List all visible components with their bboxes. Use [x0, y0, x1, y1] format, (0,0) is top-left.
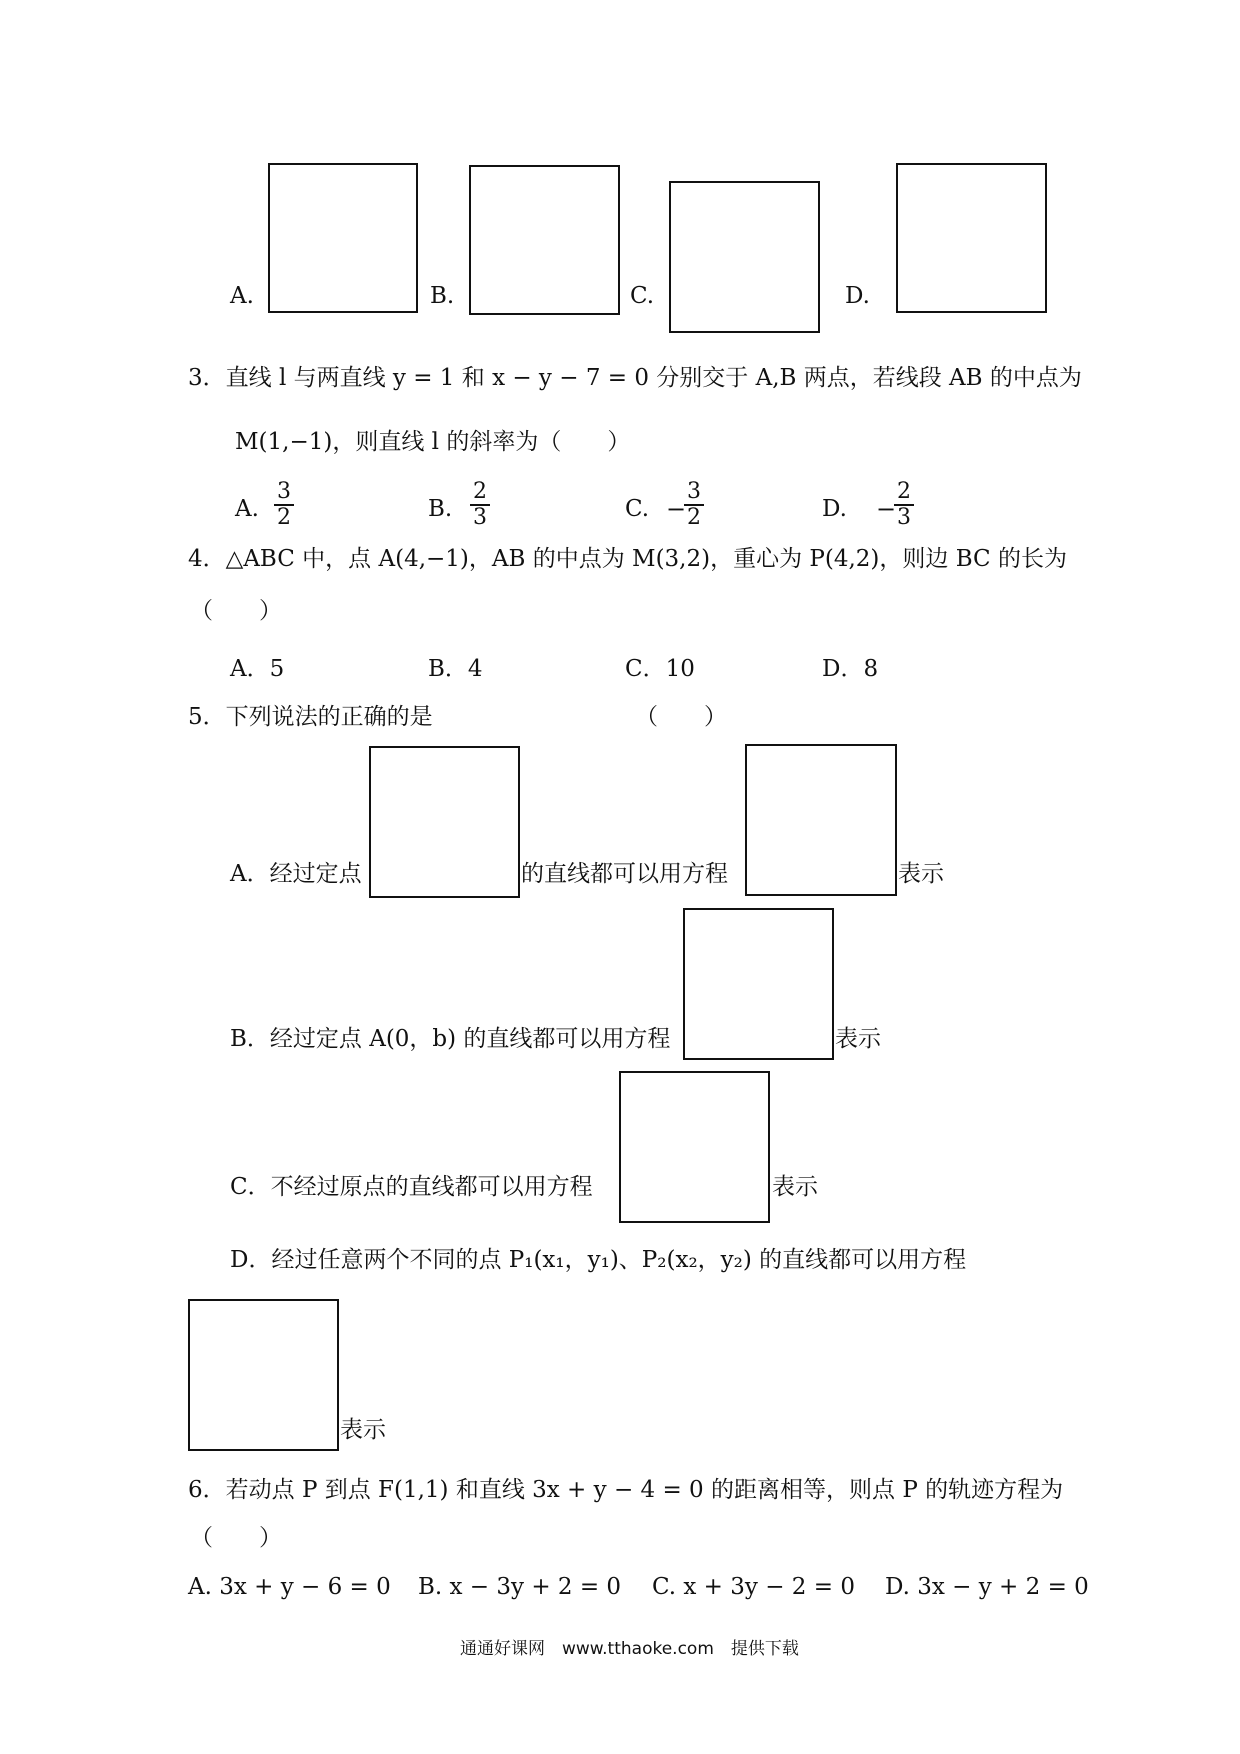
fraction-denominator: 2	[687, 505, 701, 530]
q5-option-a-point-figure	[369, 746, 520, 898]
q2-option-d-label: D.	[845, 283, 870, 309]
q5-option-d-line1: D．经过任意两个不同的点 P₁(x₁，y₁)、P₂(x₂，y₂) 的直线都可以用方程	[230, 1247, 967, 1273]
q3-option-c-label: C.	[625, 496, 650, 522]
q5-option-c-suffix: 表示	[772, 1174, 818, 1200]
q5-option-b-suffix: 表示	[835, 1026, 881, 1052]
q4-option-d: D．8	[822, 656, 879, 682]
q2-option-d-figure	[896, 163, 1047, 313]
q4-option-a: A．5	[230, 656, 285, 682]
q5-option-c-prefix: C．不经过原点的直线都可以用方程	[230, 1174, 593, 1200]
q3-stem-line1: 3．直线 l 与两直线 y = 1 和 x − y − 7 = 0 分别交于 A,B 两点，若线段 AB 的中点为	[188, 365, 1082, 391]
q5-option-d-equation-figure	[188, 1299, 339, 1451]
q2-option-c-label: C.	[630, 283, 655, 309]
q3-option-b-label: B.	[428, 496, 453, 522]
q2-option-c-figure	[669, 181, 820, 333]
q3-stem-line2: M(1,−1)，则直线 l 的斜率为（ ）	[235, 429, 631, 455]
fraction-denominator: 3	[897, 505, 911, 530]
q4-option-c: C．10	[625, 656, 695, 682]
q3-option-a-label: A.	[235, 496, 259, 522]
q6-stem-line1: 6．若动点 P 到点 F(1,1) 和直线 3x + y − 4 = 0 的距离相等，则点 P 的轨迹方程为	[188, 1477, 1064, 1503]
fraction-numerator: 2	[473, 479, 487, 504]
q3-option-b-fraction	[470, 480, 490, 530]
q3-option-a-fraction	[274, 480, 294, 530]
q4-option-b: B．4	[428, 656, 483, 682]
q4-stem-line2: （ ）	[190, 598, 282, 624]
q6-option-d: D. 3x − y + 2 = 0	[885, 1574, 1089, 1600]
fraction-numerator: 2	[897, 479, 911, 504]
fraction-denominator: 2	[277, 505, 291, 530]
q3-option-c-fraction	[684, 480, 704, 530]
q2-option-a-figure	[268, 163, 418, 313]
q2-option-a-label: A.	[230, 283, 254, 309]
q6-option-a: A. 3x + y − 6 = 0	[188, 1574, 391, 1600]
q5-option-c-equation-figure	[619, 1071, 770, 1223]
q5-option-d-suffix: 表示	[340, 1417, 386, 1443]
fraction-numerator: 3	[687, 479, 701, 504]
q3-option-c-sign: −	[666, 495, 687, 523]
fraction-denominator: 3	[473, 505, 487, 530]
q5-answer-paren: （ ）	[635, 704, 727, 730]
q5-option-a-prefix: A．经过定点	[230, 861, 362, 887]
q6-stem-line2: （ ）	[190, 1525, 282, 1551]
q5-option-b-prefix: B．经过定点 A(0，b) 的直线都可以用方程	[230, 1026, 671, 1052]
q2-option-b-figure	[469, 165, 620, 315]
q5-option-a-suffix: 表示	[898, 861, 944, 887]
q6-option-b: B. x − 3y + 2 = 0	[418, 1574, 622, 1600]
fraction-numerator: 3	[277, 479, 291, 504]
q4-stem-line1: 4．△ABC 中，点 A(4,−1)，AB 的中点为 M(3,2)，重心为 P(4,2)，则边 BC 的长为	[188, 546, 1067, 572]
q2-option-b-label: B.	[430, 283, 455, 309]
q3-option-d-sign: −	[876, 495, 897, 523]
page-footer: 通通好课网 www.tthaoke.com 提供下载	[460, 1639, 799, 1659]
q3-option-d-label: D.	[822, 496, 847, 522]
q5-option-a-equation-figure	[745, 744, 897, 896]
q5-option-b-equation-figure	[683, 908, 834, 1060]
q5-option-a-mid: 的直线都可以用方程	[521, 861, 728, 887]
q6-option-c: C. x + 3y − 2 = 0	[652, 1574, 855, 1600]
q3-option-d-fraction	[894, 480, 914, 530]
q5-stem: 5．下列说法的正确的是	[188, 704, 433, 730]
